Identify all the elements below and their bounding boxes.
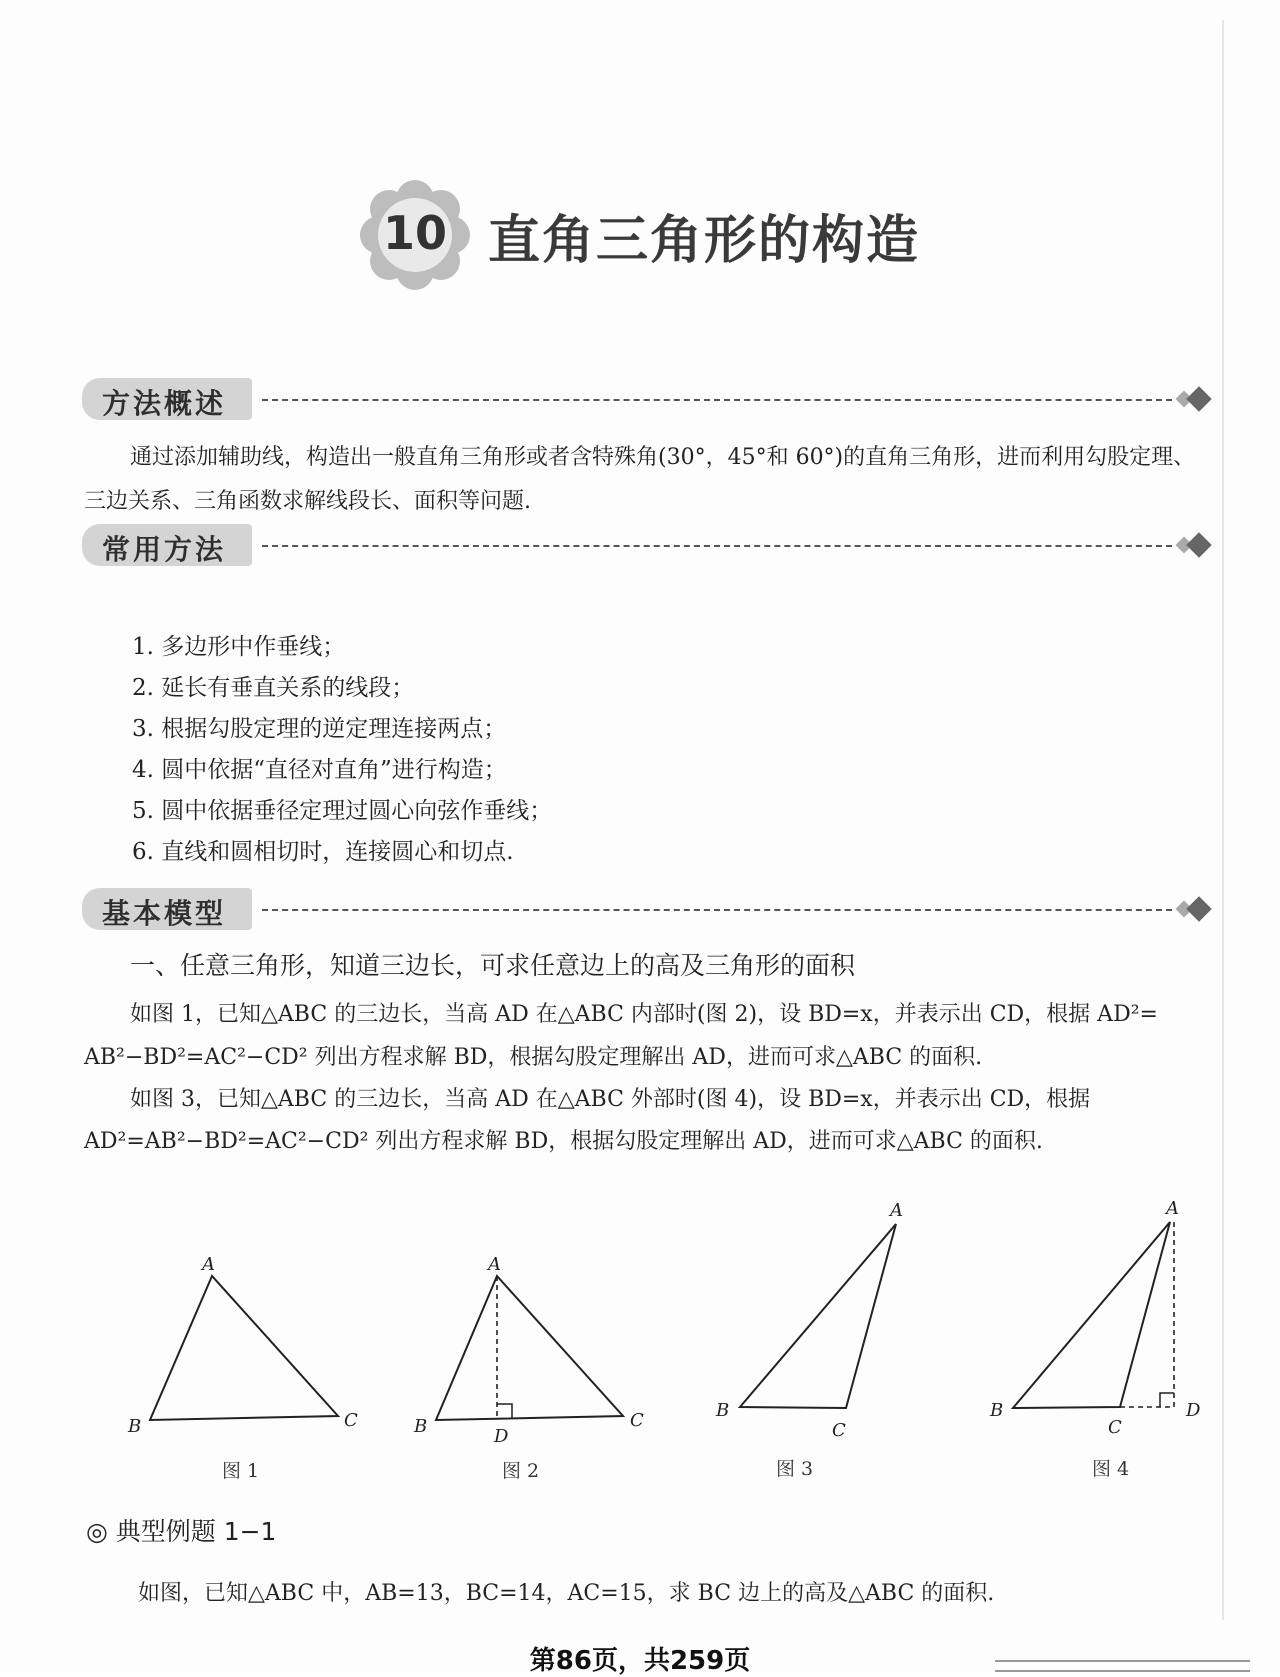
model-paragraph-line: AD²=AB²−BD²=AC²−CD² 列出方程求解 BD，根据勾股定理解出 AD，进而可求△ABC 的面积. (84, 1129, 1043, 1154)
triangle-abc (740, 1224, 896, 1408)
vertex-label: A (1166, 1198, 1179, 1219)
vertex-label: A (488, 1254, 501, 1275)
diamond-icon (1186, 532, 1211, 557)
triangle-abc (150, 1276, 338, 1420)
overview-text: 通过添加辅助线，构造出一般直角三角形或者含特殊角(30°，45°和 60°)的直角三角形，进而利用勾股定理、三边关系、三角函数求解线段长、面积等问题. (84, 445, 1196, 514)
vertex-label: D (1186, 1400, 1201, 1421)
figure-caption: 图 1 (222, 1460, 260, 1482)
chapter-number-badge (360, 180, 470, 290)
section-tag (82, 888, 252, 930)
method-item: 1. 多边形中作垂线； (132, 634, 346, 660)
figure-2 (413, 1254, 644, 1447)
figure-caption: 图 3 (776, 1458, 814, 1480)
figure-1 (127, 1254, 358, 1437)
method-item: 5. 圆中依据垂径定理过圆心向弦作垂线； (132, 798, 553, 824)
model-paragraph-line: AB²−BD²=AC²−CD² 列出方程求解 BD，根据勾股定理解出 AD，进而可求△ABC 的面积. (84, 1045, 983, 1070)
section-methods-header (82, 524, 1222, 568)
section-tag (82, 524, 252, 566)
vertex-label: A (202, 1254, 215, 1275)
chapter-title: 直角三角形的构造 (488, 211, 921, 271)
vertex-label: B (128, 1416, 142, 1437)
model-paragraph-line: 如图 1，已知△ABC 的三边长，当高 AD 在△ABC 内部时(图 2)，设 BD=x，并表示出 CD，根据 AD²= (130, 1002, 1158, 1027)
diamond-icon (1186, 896, 1211, 921)
section-tag (82, 378, 252, 420)
figure-caption: 图 2 (502, 1460, 540, 1482)
method-item: 2. 延长有垂直关系的线段； (132, 675, 415, 701)
figure-4 (989, 1198, 1201, 1438)
dashed-divider (262, 399, 1172, 401)
section-overview-header (82, 378, 1222, 422)
vertex-label: C (630, 1410, 644, 1431)
model-subheading: 一、任意三角形，知道三边长，可求任意边上的高及三角形的面积 (130, 951, 856, 980)
diamond-icon (1186, 386, 1211, 411)
section-models-header (82, 888, 1222, 932)
page-indicator: 第86页，共259页 (529, 1646, 751, 1676)
chapter-number: 10 (382, 206, 447, 260)
example-heading: ◎ 典型例题 1−1 (86, 1517, 277, 1546)
triangle-abc (436, 1276, 623, 1420)
right-angle-mark (1160, 1393, 1174, 1407)
section-label: 基本模型 (102, 897, 227, 930)
vertex-label: B (414, 1416, 428, 1437)
vertex-label: D (494, 1426, 509, 1447)
section-label: 方法概述 (102, 387, 227, 420)
model-paragraph-line: 如图 3，已知△ABC 的三边长，当高 AD 在△ABC 外部时(图 4)，设 BD=x，并表示出 CD，根据 (130, 1087, 1091, 1112)
method-item: 6. 直线和圆相切时，连接圆心和切点. (132, 839, 514, 865)
right-angle-mark (497, 1404, 512, 1418)
triangle-abc (1013, 1222, 1170, 1408)
vertex-label: B (990, 1400, 1004, 1421)
vertex-label: C (832, 1420, 846, 1441)
section-label: 常用方法 (102, 533, 227, 566)
figure-caption: 图 4 (1092, 1458, 1130, 1480)
dashed-divider (262, 545, 1172, 547)
vertex-label: C (1108, 1417, 1122, 1438)
dashed-divider (262, 909, 1172, 911)
vertex-label: C (344, 1410, 358, 1431)
figures-canvas (0, 1180, 1280, 1480)
vertex-label: B (716, 1400, 730, 1421)
chapter-header (360, 180, 1060, 290)
figure-3 (715, 1200, 903, 1441)
vertex-label: A (890, 1200, 903, 1221)
method-item: 3. 根据勾股定理的逆定理连接两点； (132, 716, 507, 742)
method-item: 4. 圆中依据“直径对直角”进行构造； (132, 757, 507, 783)
example-text: 如图，已知△ABC 中，AB=13，BC=14，AC=15，求 BC 边上的高及△ABC 的面积. (138, 1581, 995, 1606)
